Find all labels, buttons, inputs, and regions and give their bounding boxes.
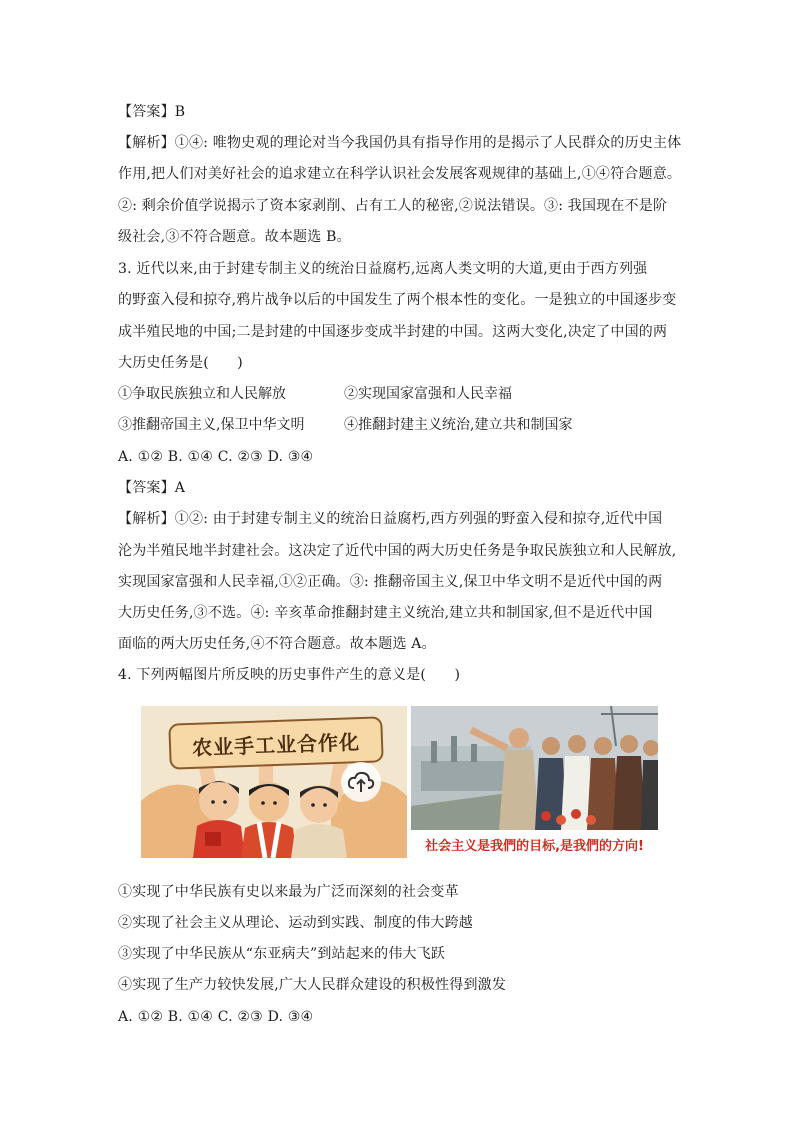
q4-stem: 4. 下列两幅图片所反映的历史事件产生的意义是( ) xyxy=(118,667,461,683)
cooperative-poster-image xyxy=(141,706,407,858)
cloud-upload-icon[interactable] xyxy=(341,762,381,802)
q3-option-2: ②实现国家富强和人民幸福 xyxy=(344,386,512,402)
q3-option-4: ④推翻封建主义统治,建立共和制国家 xyxy=(344,417,573,433)
q3-choices: A. ①② B. ①④ C. ②③ D. ③④ xyxy=(118,449,314,465)
q3-answer: 【答案】A xyxy=(118,480,186,496)
q3-analysis-line: 大历史任务,③不选。④: 辛亥革命推翻封建主义统治,建立共和制国家,但不是近代中国 xyxy=(118,605,653,621)
poster-banner: 农业手工业合作化 xyxy=(168,716,383,769)
q3-stem-line: 3. 近代以来,由于封建专制主义的统治日益腐朽,远离人类文明的大道,更由于西方列强 xyxy=(118,261,648,277)
q2-analysis-line: 作用,把人们对美好社会的追求建立在科学认识社会发展客观规律的基础上,①④符合题意。 xyxy=(118,166,682,182)
q3-option-3: ③推翻帝国主义,保卫中华文明 xyxy=(118,417,305,433)
socialism-painting-image xyxy=(411,706,658,858)
q3-options-row-2 xyxy=(118,416,573,434)
q2-analysis-line: ②: 剩余价值学说揭示了资本家剥削、占有工人的秘密,②说法错误。③: 我国现在不是阶 xyxy=(118,198,668,214)
q3-option-1: ①争取民族独立和人民解放 xyxy=(118,386,286,402)
q3-analysis-line: 沦为半殖民地半封建社会。这决定了近代中国的两大历史任务是争取民族独立和人民解放, xyxy=(118,543,677,559)
cloud-upload-glyph xyxy=(347,770,375,794)
q3-analysis-line: 实现国家富强和人民幸福,①②正确。③: 推翻帝国主义,保卫中华文明不是近代中国的两 xyxy=(118,574,663,590)
q2-analysis-line: 【解析】①④: 唯物史观的理论对当今我国仍具有指导作用的是揭示了人民群众的历史主体 xyxy=(118,135,682,151)
q3-analysis-line: 【解析】①②: 由于封建专制主义的统治日益腐朽,西方列强的野蛮入侵和掠夺,近代中国 xyxy=(118,511,663,527)
q2-answer: 【答案】B xyxy=(118,104,186,120)
painting-slogan: 社会主义是我們的目标,是我們的方向! xyxy=(411,830,658,858)
socialism-painting-illustration xyxy=(411,706,658,830)
q4-statement: ③实现了中华民族从“东亚病夫”到站起来的伟大飞跃 xyxy=(118,946,446,962)
q3-stem-line: 的野蛮入侵和掠夺,鸦片战争以后的中国发生了两个根本性的变化。一是独立的中国逐步变 xyxy=(118,292,677,308)
q3-analysis-line: 面临的两大历史任务,④不符合题意。故本题选 A。 xyxy=(118,636,436,652)
q3-stem-line: 成半殖民地的中国;二是封建的中国逐步变成半封建的中国。这两大变化,决定了中国的两 xyxy=(118,324,668,340)
q4-statement: ②实现了社会主义从理论、运动到实践、制度的伟大跨越 xyxy=(118,915,473,931)
q3-options-row-1 xyxy=(118,385,512,403)
q3-stem-line: 大历史任务是( ) xyxy=(118,355,243,371)
q2-analysis-line: 级社会,③不符合题意。故本题选 B。 xyxy=(118,229,351,245)
q4-statement: ①实现了中华民族有史以来最为广泛而深刻的社会变革 xyxy=(118,884,459,900)
q4-choices: A. ①② B. ①④ C. ②③ D. ③④ xyxy=(118,1009,314,1025)
q4-statement: ④实现了生产力较快发展,广大人民群众建设的积极性得到激发 xyxy=(118,977,507,993)
